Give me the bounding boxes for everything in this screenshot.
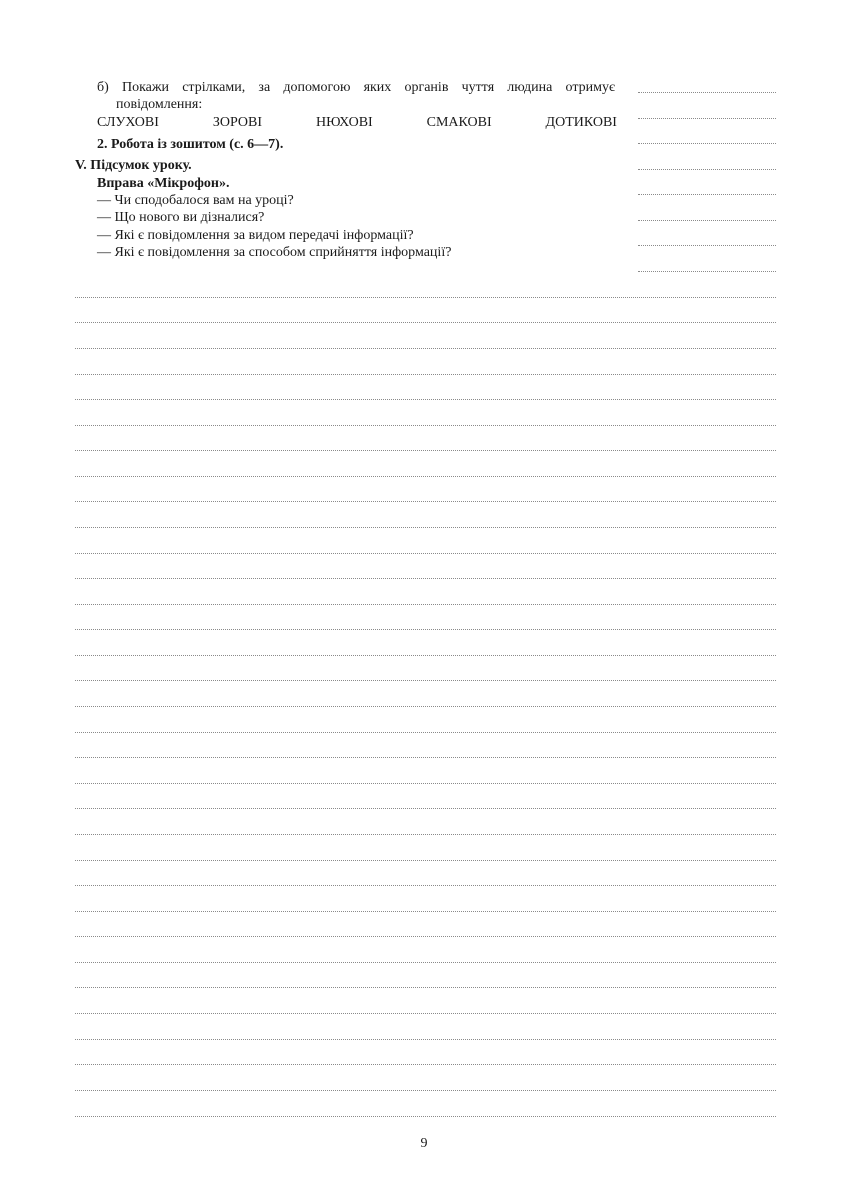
page-number: 9 bbox=[420, 1136, 428, 1151]
note-line bbox=[75, 1064, 776, 1065]
note-line bbox=[75, 374, 776, 375]
sense-touch: ДОТИКОВІ bbox=[545, 115, 617, 130]
note-line bbox=[75, 808, 776, 809]
note-line bbox=[75, 885, 776, 886]
note-line bbox=[75, 783, 776, 784]
sense-taste: СМАКОВІ bbox=[426, 115, 492, 130]
note-line bbox=[638, 143, 776, 144]
note-line bbox=[75, 322, 776, 323]
note-line bbox=[75, 1116, 776, 1117]
note-line bbox=[638, 194, 776, 195]
note-line bbox=[75, 527, 776, 528]
note-line bbox=[75, 1039, 776, 1040]
note-line bbox=[75, 962, 776, 963]
question-4: — Які є повідомлення за способом сприйняття інформації? bbox=[97, 245, 452, 260]
sense-hearing: СЛУХОВІ bbox=[97, 115, 159, 130]
note-line bbox=[638, 92, 776, 93]
note-line bbox=[75, 911, 776, 912]
note-line bbox=[75, 348, 776, 349]
sense-smell: НЮХОВІ bbox=[315, 115, 373, 130]
note-line bbox=[638, 245, 776, 246]
note-line bbox=[75, 604, 776, 605]
note-line bbox=[75, 553, 776, 554]
task-b-line1: б) Покажи стрілками, за допомогою яких органів чуття людина отримує bbox=[97, 80, 615, 95]
sense-sight: ЗОРОВІ bbox=[212, 115, 263, 130]
note-line bbox=[75, 834, 776, 835]
note-line bbox=[75, 706, 776, 707]
senses-row bbox=[97, 115, 617, 131]
note-line bbox=[638, 220, 776, 221]
note-line bbox=[75, 425, 776, 426]
note-line bbox=[75, 680, 776, 681]
section-v-title: V. Підсумок уроку. bbox=[75, 158, 192, 173]
question-1: — Чи сподобалося вам на уроці? bbox=[97, 193, 294, 208]
note-line bbox=[638, 169, 776, 170]
exercise-title: Вправа «Мікрофон». bbox=[97, 176, 230, 191]
note-line bbox=[75, 732, 776, 733]
note-line bbox=[75, 476, 776, 477]
task-b-line2: повідомлення: bbox=[116, 97, 203, 112]
note-line bbox=[75, 757, 776, 758]
note-line bbox=[75, 578, 776, 579]
question-3: — Які є повідомлення за видом передачі інформації? bbox=[97, 228, 414, 243]
note-line bbox=[75, 987, 776, 988]
note-line bbox=[75, 629, 776, 630]
workbook-task: 2. Робота із зошитом (с. 6—7). bbox=[97, 137, 284, 152]
note-line bbox=[75, 297, 776, 298]
note-line bbox=[75, 936, 776, 937]
note-line bbox=[75, 655, 776, 656]
note-line bbox=[75, 399, 776, 400]
note-line bbox=[75, 860, 776, 861]
note-line bbox=[638, 271, 776, 272]
note-line bbox=[75, 501, 776, 502]
note-line bbox=[638, 118, 776, 119]
note-line bbox=[75, 450, 776, 451]
question-2: — Що нового ви дізналися? bbox=[97, 210, 265, 225]
note-line bbox=[75, 1090, 776, 1091]
note-line bbox=[75, 1013, 776, 1014]
